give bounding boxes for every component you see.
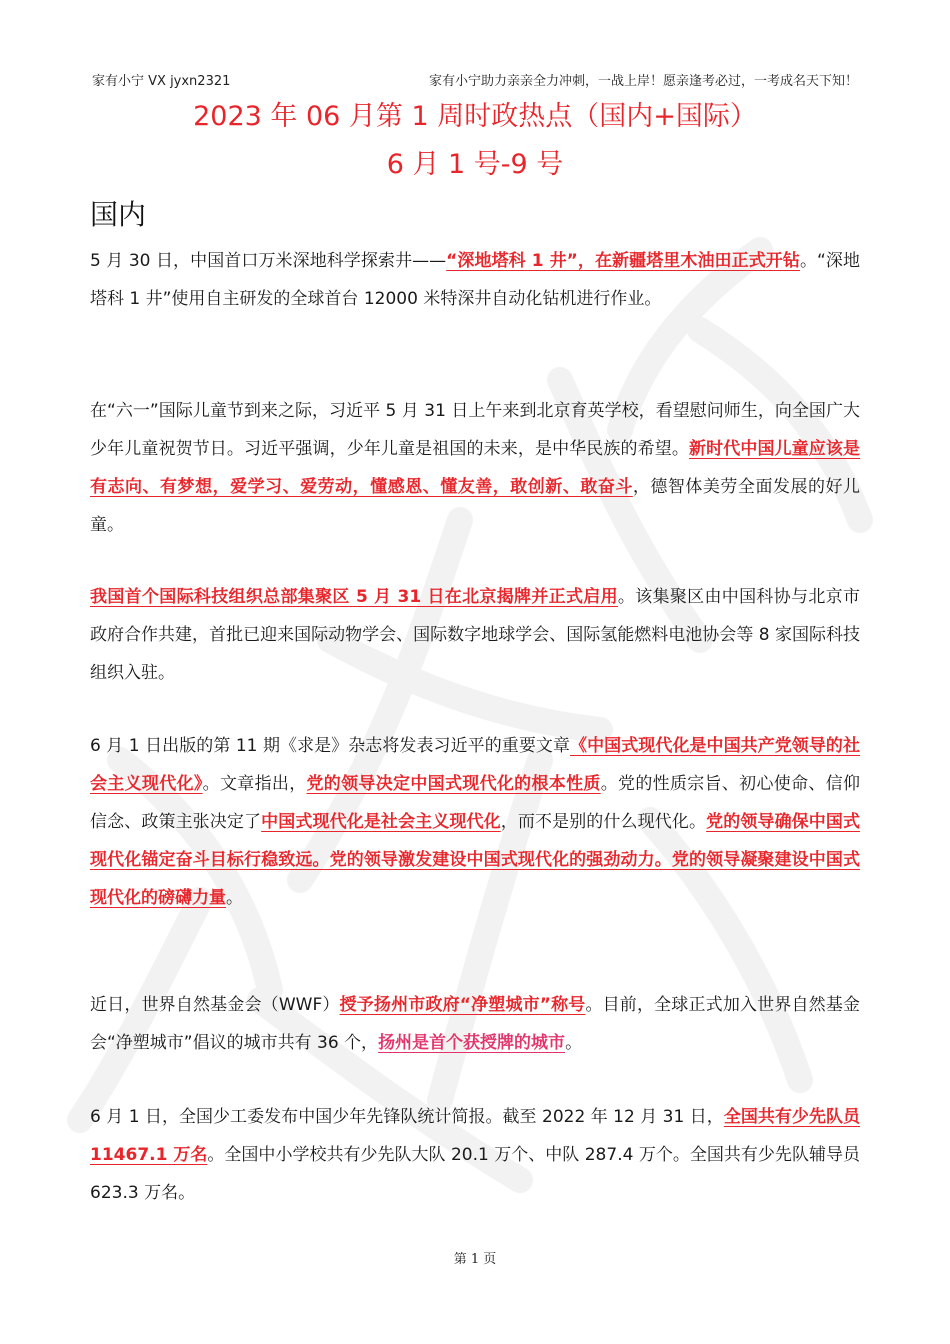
document-title: 2023 年 06 月第 1 周时政热点（国内+国际） [193,101,757,132]
news-paragraph-4 [90,727,860,917]
highlight-segment: 党的领导决定中国式现代化的根本性质 [306,774,601,794]
text-segment: 。 [565,1033,583,1053]
text-segment: 在“六一”国际儿童节到来之际，习近平 5 月 31 日上午来到北京育英学校，看望慰问师生，向全国广大少年儿童祝贺节日。习近平强调，少年儿童是祖国的未来，是中华民族的希望。 [90,401,860,459]
document-subtitle-date-range: 6 月 1 号-9 号 [386,149,564,180]
text-segment: 。“深地塔科 1 井”使用自主研发的全球首台 12000 米特深井自动化钻机进行作业。 [90,251,860,309]
news-paragraph-5 [90,986,860,1062]
header-right-text: 家有小宁助力亲亲全力冲刺，一战上岸！愿亲逢考必过，一考成名天下知！ [428,74,858,89]
page-header [92,70,858,89]
text-segment: 6 月 1 日出版的第 11 期《求是》杂志将发表习近平的重要文章 [90,736,571,756]
highlight-segment: 扬州是首个获授牌的城市 [378,1033,566,1053]
text-segment: 6 月 1 日，全国少工委发布中国少年先锋队统计简报。截至 2022 年 12 月 31 日， [90,1107,724,1127]
news-paragraph-1 [90,242,860,318]
text-segment: 。目前，全球正式加入世界自然基金会“净塑城市”倡议的城市共有 36 个， [90,995,860,1053]
highlight-segment: “深地塔科 1 井”，在新疆塔里木油田正式开钻 [446,251,800,271]
page-number: 第 1 页 [453,1252,497,1267]
news-paragraph-6 [90,1098,860,1212]
section-heading-domestic: 国内 [90,198,147,231]
highlight-segment: 我国首个国际科技组织总部集聚区 5 月 31 日在北京揭牌并正式启用 [90,587,618,607]
highlight-segment: 新时代中国儿童应该是有志向、有梦想，爱学习、爱劳动，懂感恩、懂友善，敢创新、敢奋斗 [90,439,861,497]
highlight-segment: 授予扬州市政府“净塑城市”称号 [339,995,586,1015]
news-paragraph-2 [90,392,860,544]
text-segment: 近日，世界自然基金会（WWF） [90,995,340,1015]
text-segment: 。该集聚区由中国科协与北京市政府合作共建，首批已迎来国际动物学会、国际数字地球学会、国际氢能燃料电池协会等 8 家国际科技组织入驻。 [90,587,860,683]
text-segment: ，德智体美劳全面发展的好儿童。 [90,477,860,535]
highlight-segment: 党的领导确保中国式现代化锚定奋斗目标行稳致远。党的领导激发建设中国式现代化的强劲动力。党的领导凝聚建设中国式现代化的磅礴力量 [90,812,861,908]
text-segment: 。 [226,888,243,908]
news-paragraph-3 [90,578,860,692]
header-left-text: 家有小宁 VX jyxn2321 [92,74,231,89]
text-segment: 。文章指出， [202,774,307,794]
highlight-segment: 全国共有少先队员 11467.1 万名 [90,1107,861,1165]
text-segment: 5 月 30 日，中国首口万米深地科学探索井—— [90,251,447,271]
highlight-segment: 中国式现代化是社会主义现代化 [261,812,501,832]
text-segment: 。党的性质宗旨、初心使命、信仰信念、政策主张决定了 [90,774,861,832]
text-segment: ，而不是别的什么现代化。 [500,812,707,832]
highlight-segment: 《中国式现代化是中国共产党领导的社会主义现代化》 [90,736,860,794]
text-segment: 。全国中小学校共有少先队大队 20.1 万个、中队 287.4 万个。全国共有少先队辅导员 623.3 万名。 [90,1145,860,1203]
